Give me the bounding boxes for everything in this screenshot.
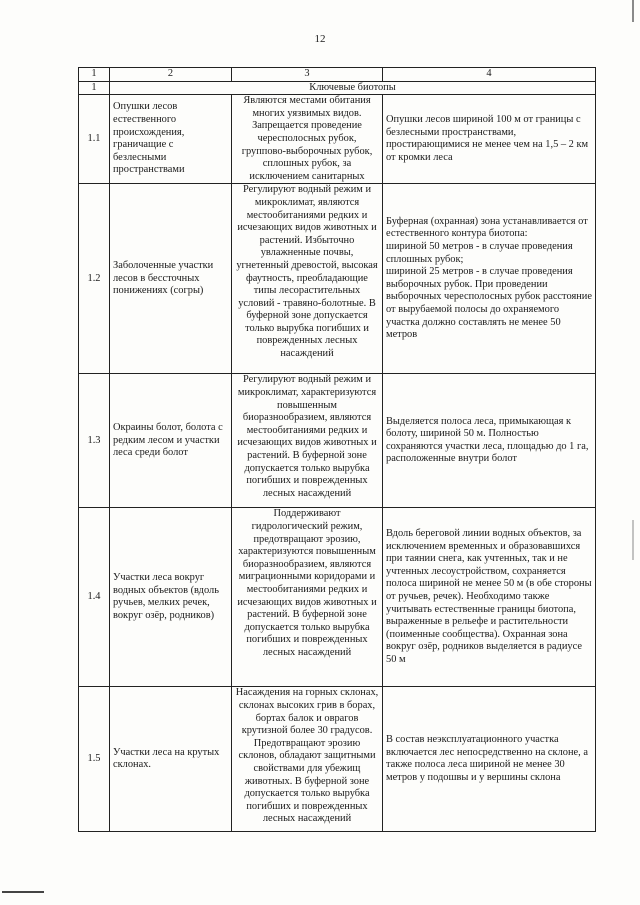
- biotope-significance: Регулируют водный режим и микроклимат, являются местообитаниями редких и исчезающих видов животных и растений. Избыточно увлажненные почвы, угнетенный древостой, высокая фаутность, преобладающие типы лесорастительных условий - травяно-болотные. В буферной зоне допускается только вырубка погибших и поврежденных лесных насаждений: [232, 184, 383, 374]
- scan-edge-mark: [632, 0, 634, 22]
- biotope-object: Окраины болот, болота с редким лесом и участки леса среди болот: [110, 374, 232, 508]
- row-number: 1.5: [79, 687, 110, 832]
- biotope-significance: Регулируют водный режим и микроклимат, характеризуются повышенным биоразнообразием, являются местообитаниями редких и исчезающих видов животных и растений. В буферной зоне допускается только вырубка погибших и поврежденных лесных насаждений: [232, 374, 383, 508]
- column-number-row: [79, 68, 596, 82]
- section-title: Ключевые биотопы: [110, 81, 596, 95]
- section-number: 1: [79, 81, 110, 95]
- column-number-4: 4: [383, 68, 596, 82]
- row-number: 1.3: [79, 374, 110, 508]
- biotope-significance: Насаждения на горных склонах, склонах высоких грив в борах, бортах балок и оврагов крутизной более 30 градусов. Предотвращают эрозию склонов, обладают защитными свойствами для убежищ животных. В буферной зоне допускается только вырубка погибших и поврежденных лесных насаждений: [232, 687, 383, 832]
- biotope-object: Участки леса на крутых склонах.: [110, 687, 232, 832]
- biotope-protection: Буферная (охранная) зона устанавливается от естественного контура биотопа: шириной 50 метров - в случае проведения сплошных рубок; шириной 25 метров - в случае проведения выборочных рубок. При проведении выборочных чересполосных рубок расстояние от вырубаемой полосы до охраняемого участка должно составлять не менее 50 метров: [383, 184, 596, 374]
- table-row: [79, 184, 596, 374]
- column-number-1: 1: [79, 68, 110, 82]
- page-number: 12: [314, 33, 326, 45]
- biotope-object: Опушки лесов естественного происхождения, граничащие с безлесными пространствами: [110, 95, 232, 184]
- biotopes-table: [78, 67, 596, 832]
- row-number: 1.1: [79, 95, 110, 184]
- column-number-2: 2: [110, 68, 232, 82]
- table-row: [79, 374, 596, 508]
- row-number: 1.4: [79, 508, 110, 687]
- biotope-object: Участки леса вокруг водных объектов (вдоль ручьев, мелких речек, вокруг озёр, родников): [110, 508, 232, 687]
- biotope-significance: Поддерживают гидрологический режим, предотвращают эрозию, характеризуются повышенным биоразнообразием, являются миграционными коридорами и местообитаниями редких и исчезающих видов животных и растений. В буферной зоне допускается только вырубка погибших и поврежденных лесных насаждений: [232, 508, 383, 687]
- table-row: [79, 95, 596, 184]
- column-number-3: 3: [232, 68, 383, 82]
- table-row: [79, 508, 596, 687]
- biotope-protection: Выделяется полоса леса, примыкающая к болоту, шириной 50 м. Полностью сохраняются участки леса, площадью до 1 га, расположенные внутри болот: [383, 374, 596, 508]
- table-row: [79, 687, 596, 832]
- scan-edge-mark: [632, 520, 634, 560]
- scan-artifact-line: [2, 891, 44, 893]
- section-row: [79, 81, 596, 95]
- biotope-protection: В состав неэксплуатационного участка включается лес непосредственно на склоне, а также полоса леса шириной не менее 30 метров у подошвы и у вершины склона: [383, 687, 596, 832]
- biotope-significance: Являются местами обитания многих уязвимых видов. Запрещается проведение чересполосных рубок, группово-выборочных рубок, сплошных рубок, за исключением санитарных: [232, 95, 383, 184]
- biotope-protection: Вдоль береговой линии водных объектов, за исключением временных и образовавшихся при таянии снега, как учтенных, так и не учтенных лесоустройством, сохраняется полоса шириной не менее 50 м (в обе стороны от ручьев, речек). Необходимо также учитывать естественные границы биотопа, выраженные в рельефе и растительности (поименные сообщества). Охранная зона вокруг озёр, родников выделяется в радиусе 50 м: [383, 508, 596, 687]
- biotope-object: Заболоченные участки лесов в бессточных понижениях (согры): [110, 184, 232, 374]
- biotope-protection: Опушки лесов шириной 100 м от границы с безлесными пространствами, простирающимися не менее чем на 1,5 – 2 км от кромки леса: [383, 95, 596, 184]
- row-number: 1.2: [79, 184, 110, 374]
